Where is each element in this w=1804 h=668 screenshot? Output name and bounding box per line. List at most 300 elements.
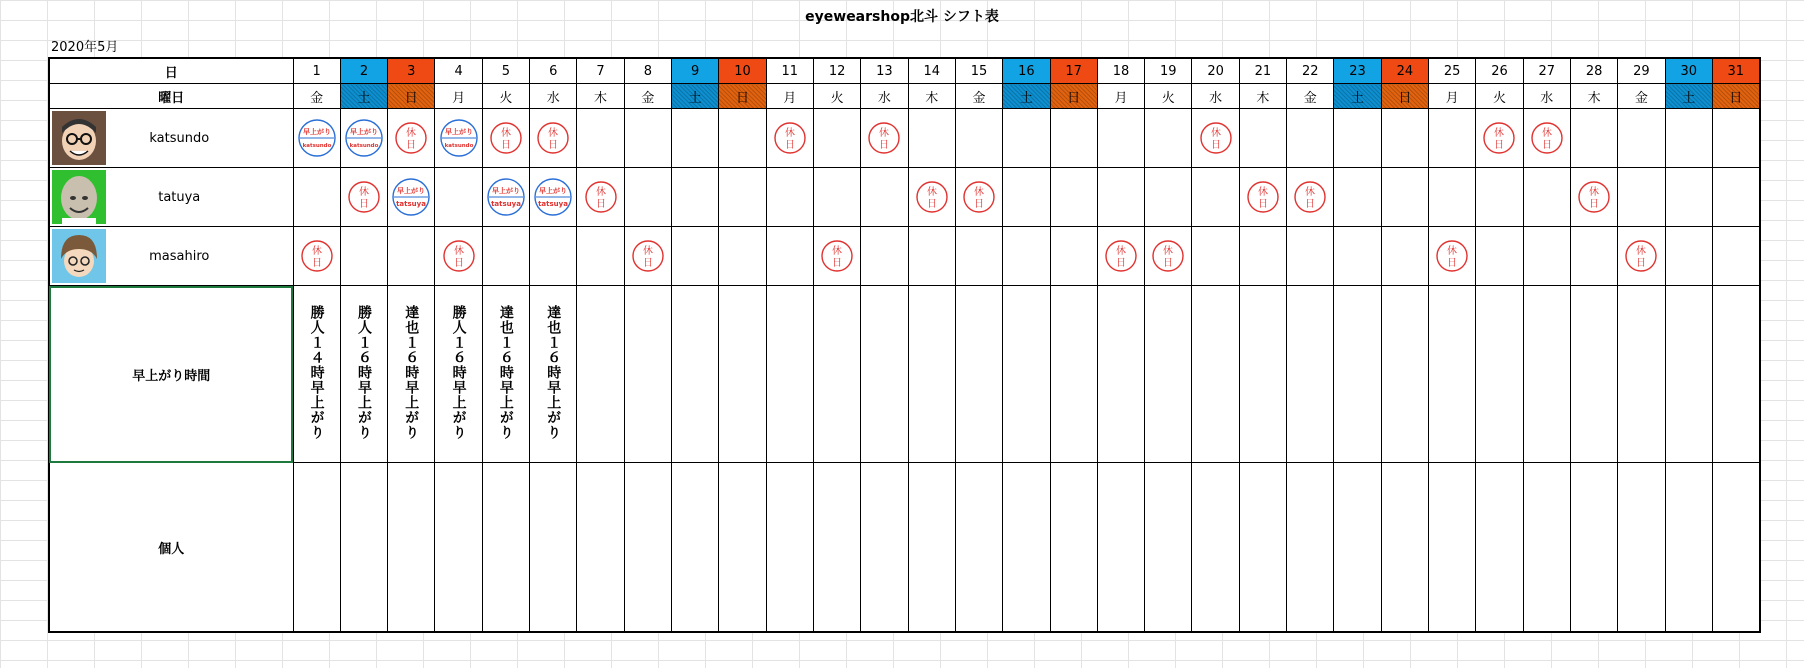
stamp-top-text: 早上がり <box>349 128 378 136</box>
shift-cell[interactable] <box>1570 227 1617 286</box>
day-off-stamp <box>1151 239 1185 273</box>
shift-cell[interactable] <box>1003 168 1050 227</box>
shift-cell[interactable] <box>1145 227 1192 286</box>
personal-notes-cell[interactable] <box>1712 463 1759 633</box>
cartoon-face-with-mushroom-hair-avatar <box>52 229 106 283</box>
early-leave-stamp <box>486 177 526 217</box>
shift-cell[interactable] <box>1570 109 1617 168</box>
weekday-cell[interactable]: 水 <box>1523 84 1570 109</box>
shift-cell[interactable] <box>1192 109 1239 168</box>
personal-notes-cell[interactable] <box>1003 463 1050 633</box>
date-cell[interactable]: 17 <box>1050 58 1097 84</box>
shift-cell[interactable] <box>1287 227 1334 286</box>
shift-cell[interactable] <box>1192 227 1239 286</box>
shift-cell[interactable] <box>577 168 624 227</box>
early-leave-cell[interactable] <box>1570 286 1617 463</box>
date-cell[interactable]: 3 <box>388 58 435 84</box>
shift-cell[interactable] <box>672 168 719 227</box>
personal-notes-cell[interactable] <box>1192 463 1239 633</box>
weekday-header-label[interactable]: 曜日 <box>49 84 293 109</box>
personal-notes-cell[interactable] <box>719 463 766 633</box>
personal-notes-cell[interactable] <box>577 463 624 633</box>
shift-cell[interactable] <box>1618 109 1665 168</box>
weekday-cell[interactable]: 火 <box>1476 84 1523 109</box>
date-cell[interactable]: 9 <box>672 58 719 84</box>
shift-cell[interactable] <box>1192 168 1239 227</box>
weekday-cell[interactable]: 月 <box>435 84 482 109</box>
shift-cell[interactable] <box>719 109 766 168</box>
date-cell[interactable]: 30 <box>1665 58 1712 84</box>
early-leave-cell[interactable] <box>1476 286 1523 463</box>
date-cell[interactable]: 22 <box>1287 58 1334 84</box>
stamp-bottom-text: 日 <box>500 140 511 151</box>
shift-cell[interactable] <box>435 109 482 168</box>
stamp-bottom-text: 日 <box>974 199 985 210</box>
early-leave-cell[interactable] <box>908 286 955 463</box>
early-leave-cell[interactable] <box>388 286 435 463</box>
date-cell[interactable]: 1 <box>293 58 340 84</box>
personal-notes-cell[interactable] <box>955 463 1002 633</box>
shift-cell[interactable] <box>435 168 482 227</box>
weekday-cell[interactable]: 金 <box>293 84 340 109</box>
personal-notes-cell[interactable] <box>530 463 577 633</box>
weekday-cell[interactable]: 日 <box>1050 84 1097 109</box>
stamp-top-text: 休 <box>311 246 322 257</box>
shift-cell[interactable] <box>340 227 387 286</box>
early-leave-cell[interactable] <box>1003 286 1050 463</box>
shift-cell[interactable] <box>340 109 387 168</box>
weekday-cell[interactable]: 土 <box>1334 84 1381 109</box>
stamp-top-text: 休 <box>1163 246 1174 257</box>
stamp-top-text: 休 <box>406 128 417 139</box>
shift-cell[interactable] <box>1334 168 1381 227</box>
shift-cell[interactable] <box>766 227 813 286</box>
day-off-stamp <box>489 121 523 155</box>
shift-cell[interactable] <box>1712 109 1759 168</box>
shift-cell[interactable] <box>1429 227 1476 286</box>
early-leave-row <box>49 286 1760 463</box>
shift-cell[interactable] <box>908 109 955 168</box>
staff-name: tatuya <box>158 189 201 205</box>
date-cell[interactable]: 15 <box>955 58 1002 84</box>
shift-cell[interactable] <box>1712 168 1759 227</box>
weekday-cell[interactable]: 火 <box>813 84 860 109</box>
shift-cell[interactable] <box>1381 227 1428 286</box>
staff-header <box>50 227 293 285</box>
stamp-name-text: katsundo <box>302 143 332 149</box>
shift-cell[interactable] <box>1334 109 1381 168</box>
date-cell[interactable]: 5 <box>482 58 529 84</box>
shift-cell[interactable] <box>1523 109 1570 168</box>
day-off-stamp <box>300 239 334 273</box>
shift-cell[interactable] <box>1476 109 1523 168</box>
personal-notes-cell[interactable] <box>766 463 813 633</box>
shift-cell[interactable] <box>908 227 955 286</box>
shift-cell[interactable] <box>293 109 340 168</box>
early-leave-note: 勝人１６時早上がり <box>450 304 467 440</box>
stamp-bottom-text: 日 <box>1163 258 1174 269</box>
stamp-top-text: 休 <box>642 246 653 257</box>
shift-cell[interactable] <box>293 227 340 286</box>
weekday-cell[interactable]: 土 <box>672 84 719 109</box>
weekday-cell[interactable]: 木 <box>908 84 955 109</box>
weekday-cell[interactable]: 日 <box>1712 84 1759 109</box>
weekday-cell[interactable]: 日 <box>1381 84 1428 109</box>
date-header-label[interactable]: 日 <box>49 58 293 84</box>
shift-cell[interactable] <box>719 168 766 227</box>
shift-cell[interactable] <box>766 109 813 168</box>
shift-cell[interactable] <box>672 227 719 286</box>
stamp-bottom-text: 日 <box>1257 199 1268 210</box>
early-leave-cell[interactable] <box>861 286 908 463</box>
early-leave-label[interactable]: 早上がり時間 <box>49 286 293 463</box>
weekday-cell[interactable]: 金 <box>1287 84 1334 109</box>
shift-cell[interactable] <box>1712 227 1759 286</box>
early-leave-cell[interactable] <box>1287 286 1334 463</box>
early-leave-cell[interactable] <box>1097 286 1144 463</box>
stamp-bottom-text: 日 <box>453 258 464 269</box>
shift-cell[interactable] <box>1239 109 1286 168</box>
date-cell[interactable]: 12 <box>813 58 860 84</box>
staff-header <box>50 109 293 167</box>
shift-cell[interactable] <box>1003 109 1050 168</box>
day-off-stamp <box>631 239 665 273</box>
stamp-top-text: 休 <box>974 187 985 198</box>
weekday-cell[interactable]: 火 <box>482 84 529 109</box>
personal-notes-cell[interactable] <box>1239 463 1286 633</box>
shift-cell[interactable] <box>482 168 529 227</box>
shift-cell[interactable] <box>293 168 340 227</box>
date-cell[interactable]: 6 <box>530 58 577 84</box>
weekday-cell[interactable]: 金 <box>955 84 1002 109</box>
shift-cell[interactable] <box>1334 227 1381 286</box>
personal-notes-cell[interactable] <box>1476 463 1523 633</box>
stamp-top-text: 休 <box>1636 246 1647 257</box>
weekday-cell[interactable]: 木 <box>1570 84 1617 109</box>
shift-cell[interactable] <box>1665 109 1712 168</box>
date-cell[interactable]: 31 <box>1712 58 1759 84</box>
shift-cell[interactable] <box>1287 168 1334 227</box>
date-cell[interactable]: 14 <box>908 58 955 84</box>
early-leave-stamp <box>533 177 573 217</box>
weekday-cell[interactable]: 木 <box>577 84 624 109</box>
staff-name: katsundo <box>149 130 210 146</box>
shift-cell[interactable] <box>1287 109 1334 168</box>
early-leave-cell[interactable] <box>340 286 387 463</box>
early-leave-cell[interactable] <box>1429 286 1476 463</box>
personal-notes-cell[interactable] <box>1618 463 1665 633</box>
shift-cell[interactable] <box>955 168 1002 227</box>
stamp-top-text: 休 <box>595 187 606 198</box>
period-label: 2020年5月 <box>51 40 119 55</box>
shift-cell[interactable] <box>1050 227 1097 286</box>
date-cell[interactable]: 24 <box>1381 58 1428 84</box>
stamp-top-text: 休 <box>926 187 937 198</box>
personal-notes-cell[interactable] <box>1145 463 1192 633</box>
shift-cell[interactable] <box>530 168 577 227</box>
day-off-stamp <box>442 239 476 273</box>
shift-cell[interactable] <box>955 227 1002 286</box>
date-cell[interactable]: 20 <box>1192 58 1239 84</box>
date-cell[interactable]: 28 <box>1570 58 1617 84</box>
date-cell[interactable]: 18 <box>1097 58 1144 84</box>
early-leave-stamp <box>344 118 384 158</box>
personal-notes-cell[interactable] <box>1287 463 1334 633</box>
day-off-stamp <box>867 121 901 155</box>
stamp-name-text: katsundo <box>349 143 379 149</box>
stamp-bottom-text: 日 <box>1115 258 1126 269</box>
shift-cell[interactable] <box>813 109 860 168</box>
personal-notes-cell[interactable] <box>908 463 955 633</box>
weekday-cell[interactable]: 土 <box>340 84 387 109</box>
shift-cell[interactable] <box>955 109 1002 168</box>
date-cell[interactable]: 13 <box>861 58 908 84</box>
stamp-bottom-text: 日 <box>406 140 417 151</box>
stamp-bottom-text: 日 <box>642 258 653 269</box>
stamp-top-text: 休 <box>548 128 559 139</box>
personal-notes-cell[interactable] <box>1523 463 1570 633</box>
stamp-top-text: 早上がり <box>302 128 331 136</box>
date-cell[interactable]: 16 <box>1003 58 1050 84</box>
early-leave-cell[interactable] <box>1618 286 1665 463</box>
shift-cell[interactable] <box>435 227 482 286</box>
shift-cell[interactable] <box>1665 168 1712 227</box>
personal-notes-row <box>49 463 1760 633</box>
early-leave-cell[interactable] <box>1334 286 1381 463</box>
day-off-stamp <box>1293 180 1327 214</box>
weekday-cell[interactable]: 月 <box>766 84 813 109</box>
shift-cell[interactable] <box>1381 109 1428 168</box>
shift-cell[interactable] <box>388 227 435 286</box>
weekday-cell[interactable]: 土 <box>1665 84 1712 109</box>
shift-cell[interactable] <box>530 109 577 168</box>
shift-cell[interactable] <box>1239 227 1286 286</box>
personal-notes-cell[interactable] <box>1570 463 1617 633</box>
early-leave-cell[interactable] <box>813 286 860 463</box>
date-cell[interactable]: 29 <box>1618 58 1665 84</box>
early-leave-note: 勝人１６時早上がり <box>355 304 372 440</box>
shift-cell[interactable] <box>1523 227 1570 286</box>
personal-notes-cell[interactable] <box>813 463 860 633</box>
weekday-cell[interactable]: 日 <box>719 84 766 109</box>
staff-header <box>50 168 293 226</box>
personal-notes-cell[interactable] <box>1381 463 1428 633</box>
personal-notes-cell[interactable] <box>1050 463 1097 633</box>
personal-notes-cell[interactable] <box>861 463 908 633</box>
shift-cell[interactable] <box>1381 168 1428 227</box>
weekday-cell[interactable]: 火 <box>1145 84 1192 109</box>
shift-cell[interactable] <box>1665 227 1712 286</box>
personal-notes-cell[interactable] <box>624 463 671 633</box>
shift-cell[interactable] <box>388 168 435 227</box>
weekday-cell[interactable]: 水 <box>861 84 908 109</box>
shift-cell[interactable] <box>577 227 624 286</box>
early-leave-cell[interactable] <box>1712 286 1759 463</box>
early-leave-note: 達也１６時早上がり <box>545 304 562 440</box>
day-off-stamp <box>820 239 854 273</box>
weekday-cell[interactable]: 月 <box>1429 84 1476 109</box>
stamp-top-text: 休 <box>1589 187 1600 198</box>
shift-cell[interactable] <box>482 109 529 168</box>
date-cell[interactable]: 11 <box>766 58 813 84</box>
date-cell[interactable]: 25 <box>1429 58 1476 84</box>
shift-cell[interactable] <box>1050 109 1097 168</box>
stamp-top-text: 休 <box>832 246 843 257</box>
shift-cell[interactable] <box>1523 168 1570 227</box>
shift-cell[interactable] <box>624 109 671 168</box>
early-leave-cell[interactable] <box>1192 286 1239 463</box>
stamp-bottom-text: 日 <box>1447 258 1458 269</box>
shift-cell[interactable] <box>861 109 908 168</box>
stamp-bottom-text: 日 <box>358 199 369 210</box>
date-cell[interactable]: 7 <box>577 58 624 84</box>
staff-name-cell[interactable] <box>49 227 293 286</box>
staff-name-cell[interactable] <box>49 168 293 227</box>
shift-cell[interactable] <box>719 227 766 286</box>
early-leave-cell[interactable] <box>1050 286 1097 463</box>
shift-cell[interactable] <box>813 227 860 286</box>
early-leave-note: 勝人１４時早上がり <box>308 304 325 440</box>
stamp-top-text: 休 <box>1257 187 1268 198</box>
stamp-bottom-text: 日 <box>784 140 795 151</box>
stamp-top-text: 早上がり <box>491 187 520 195</box>
early-leave-cell[interactable] <box>955 286 1002 463</box>
bald-smiling-face-avatar <box>52 170 106 224</box>
shift-cell[interactable] <box>388 109 435 168</box>
shift-cell[interactable] <box>1429 168 1476 227</box>
personal-notes-cell[interactable] <box>388 463 435 633</box>
shift-cell[interactable] <box>1145 109 1192 168</box>
date-cell[interactable]: 4 <box>435 58 482 84</box>
shift-cell[interactable] <box>861 227 908 286</box>
date-cell[interactable]: 10 <box>719 58 766 84</box>
personal-notes-label[interactable]: 個人 <box>49 463 293 633</box>
day-off-stamp <box>1435 239 1469 273</box>
early-leave-cell[interactable] <box>719 286 766 463</box>
weekday-cell[interactable]: 月 <box>1097 84 1144 109</box>
date-cell[interactable]: 21 <box>1239 58 1286 84</box>
stamp-top-text: 休 <box>1210 128 1221 139</box>
weekday-cell[interactable]: 水 <box>1192 84 1239 109</box>
personal-notes-cell[interactable] <box>1334 463 1381 633</box>
early-leave-stamp <box>439 118 479 158</box>
early-leave-cell[interactable] <box>1523 286 1570 463</box>
stamp-bottom-text: 日 <box>548 140 559 151</box>
early-leave-cell[interactable] <box>482 286 529 463</box>
date-cell[interactable]: 8 <box>624 58 671 84</box>
early-leave-cell[interactable] <box>766 286 813 463</box>
early-leave-cell[interactable] <box>530 286 577 463</box>
stamp-top-text: 休 <box>1494 128 1505 139</box>
early-leave-cell[interactable] <box>672 286 719 463</box>
shift-cell[interactable] <box>1003 227 1050 286</box>
shift-cell[interactable] <box>1429 109 1476 168</box>
stamp-name-text: tatsuya <box>490 200 521 208</box>
stamp-top-text: 早上がり <box>397 187 426 195</box>
stamp-top-text: 休 <box>453 246 464 257</box>
early-leave-cell[interactable] <box>1665 286 1712 463</box>
early-leave-cell[interactable] <box>435 286 482 463</box>
early-leave-cell[interactable] <box>293 286 340 463</box>
weekday-cell[interactable]: 金 <box>1618 84 1665 109</box>
personal-notes-cell[interactable] <box>435 463 482 633</box>
personal-notes-cell[interactable] <box>293 463 340 633</box>
shift-cell[interactable] <box>1476 168 1523 227</box>
personal-notes-cell[interactable] <box>672 463 719 633</box>
cartoon-face-with-glasses-avatar <box>52 111 106 165</box>
shift-cell[interactable] <box>530 227 577 286</box>
weekday-cell[interactable]: 土 <box>1003 84 1050 109</box>
early-leave-cell[interactable] <box>1239 286 1286 463</box>
early-leave-cell[interactable] <box>1145 286 1192 463</box>
staff-name-cell[interactable] <box>49 109 293 168</box>
day-off-stamp <box>347 180 381 214</box>
early-leave-cell[interactable] <box>624 286 671 463</box>
shift-cell[interactable] <box>1239 168 1286 227</box>
date-cell[interactable]: 23 <box>1334 58 1381 84</box>
personal-notes-cell[interactable] <box>482 463 529 633</box>
weekday-row <box>49 84 1760 109</box>
shift-cell[interactable] <box>482 227 529 286</box>
staff-row <box>49 109 1760 168</box>
stamp-bottom-text: 日 <box>1636 258 1647 269</box>
shift-cell[interactable] <box>908 168 955 227</box>
weekday-cell[interactable]: 金 <box>624 84 671 109</box>
personal-notes-cell[interactable] <box>1097 463 1144 633</box>
shift-cell[interactable] <box>766 168 813 227</box>
day-off-stamp <box>1246 180 1280 214</box>
shift-cell[interactable] <box>624 227 671 286</box>
weekday-cell[interactable]: 水 <box>530 84 577 109</box>
shift-cell[interactable] <box>1570 168 1617 227</box>
date-cell[interactable]: 27 <box>1523 58 1570 84</box>
date-cell[interactable]: 19 <box>1145 58 1192 84</box>
shift-cell[interactable] <box>1097 168 1144 227</box>
shift-cell[interactable] <box>1618 227 1665 286</box>
shift-cell[interactable] <box>813 168 860 227</box>
shift-cell[interactable] <box>340 168 387 227</box>
date-cell[interactable]: 26 <box>1476 58 1523 84</box>
stamp-bottom-text: 日 <box>879 140 890 151</box>
shift-cell[interactable] <box>861 168 908 227</box>
shift-cell[interactable] <box>624 168 671 227</box>
stamp-bottom-text: 日 <box>1541 140 1552 151</box>
personal-notes-cell[interactable] <box>1429 463 1476 633</box>
shift-cell[interactable] <box>1145 168 1192 227</box>
shift-cell[interactable] <box>1618 168 1665 227</box>
personal-notes-cell[interactable] <box>1665 463 1712 633</box>
date-cell[interactable]: 2 <box>340 58 387 84</box>
shift-cell[interactable] <box>672 109 719 168</box>
stamp-name-text: tatsuya <box>538 200 569 208</box>
personal-notes-cell[interactable] <box>340 463 387 633</box>
early-leave-cell[interactable] <box>577 286 624 463</box>
stamp-bottom-text: 日 <box>1305 199 1316 210</box>
day-off-stamp <box>1624 239 1658 273</box>
shift-cell[interactable] <box>1050 168 1097 227</box>
stamp-bottom-text: 日 <box>926 199 937 210</box>
shift-cell[interactable] <box>1097 109 1144 168</box>
shift-cell[interactable] <box>1097 227 1144 286</box>
early-leave-stamp <box>391 177 431 217</box>
weekday-cell[interactable]: 木 <box>1239 84 1286 109</box>
weekday-cell[interactable]: 日 <box>388 84 435 109</box>
shift-table <box>48 57 1761 633</box>
shift-cell[interactable] <box>577 109 624 168</box>
shift-cell[interactable] <box>1476 227 1523 286</box>
staff-row <box>49 168 1760 227</box>
early-leave-cell[interactable] <box>1381 286 1428 463</box>
